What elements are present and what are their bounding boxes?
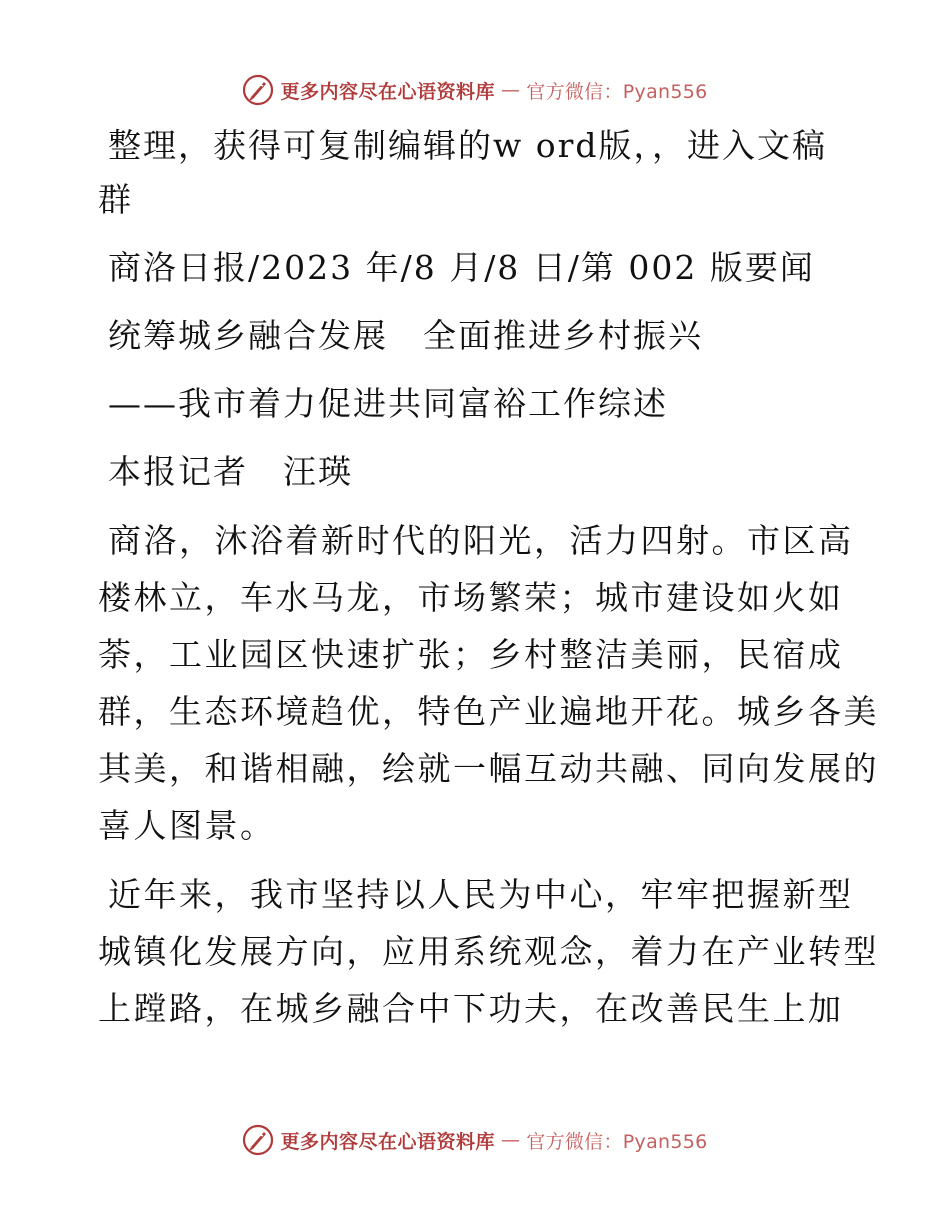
paragraph-2-line: 城镇化发展方向，应用系统观念，着力在产业转型 xyxy=(98,932,879,971)
document-body xyxy=(98,118,879,1037)
paragraph-1 xyxy=(98,512,879,854)
watermark-text: 更多内容尽在心语资料库 xyxy=(280,1130,495,1153)
paragraph-1-line: 其美，和谐相融，绘就一幅互动共融、同向发展的 xyxy=(98,749,879,788)
paragraph-1-line: 喜人图景。 xyxy=(98,806,276,845)
subheadline: ——我市着力促进共同富裕工作综述 xyxy=(108,384,668,423)
watermark-contact: 官方微信：Pyan556 xyxy=(526,1130,708,1153)
byline: 本报记者 汪瑛 xyxy=(108,452,353,491)
paragraph-1-line: 群，生态环境趋优，特色产业遍地开花。城乡各美 xyxy=(98,692,879,731)
paragraph-2-line: 近年来，我市坚持以人民为中心，牢牢把握新型 xyxy=(108,875,854,914)
paragraph-1-line: 荼，工业园区快速扩张；乡村整洁美丽，民宿成 xyxy=(98,635,844,674)
intro-line-2: 群 xyxy=(98,180,133,219)
source-line: 商洛日报/2023 年/8 月/8 日/第 002 版要闻 xyxy=(108,248,815,287)
headline: 统筹城乡融合发展 全面推进乡村振兴 xyxy=(108,316,703,355)
header-watermark xyxy=(0,70,950,110)
watermark-dash: — xyxy=(500,79,521,101)
footer-watermark xyxy=(0,1120,950,1160)
watermark-contact: 官方微信：Pyan556 xyxy=(526,80,708,103)
paragraph-1-line: 楼林立，车水马龙，市场繁荣；城市建设如火如 xyxy=(98,578,844,617)
quill-logo-icon xyxy=(242,1124,274,1156)
paragraph-1-line: 商洛，沐浴着新时代的阳光，活力四射。市区高 xyxy=(108,521,854,560)
watermark-dash: — xyxy=(500,1129,521,1151)
paragraph-2-line: 上蹚路，在城乡融合中下功夫，在改善民生上加 xyxy=(98,989,844,1028)
watermark-text: 更多内容尽在心语资料库 xyxy=(280,80,495,103)
paragraph-2 xyxy=(98,866,879,1037)
intro-line-1: 整理，获得可复制编辑的w ord版，，进入文稿 xyxy=(108,126,828,165)
quill-logo-icon xyxy=(242,74,274,106)
